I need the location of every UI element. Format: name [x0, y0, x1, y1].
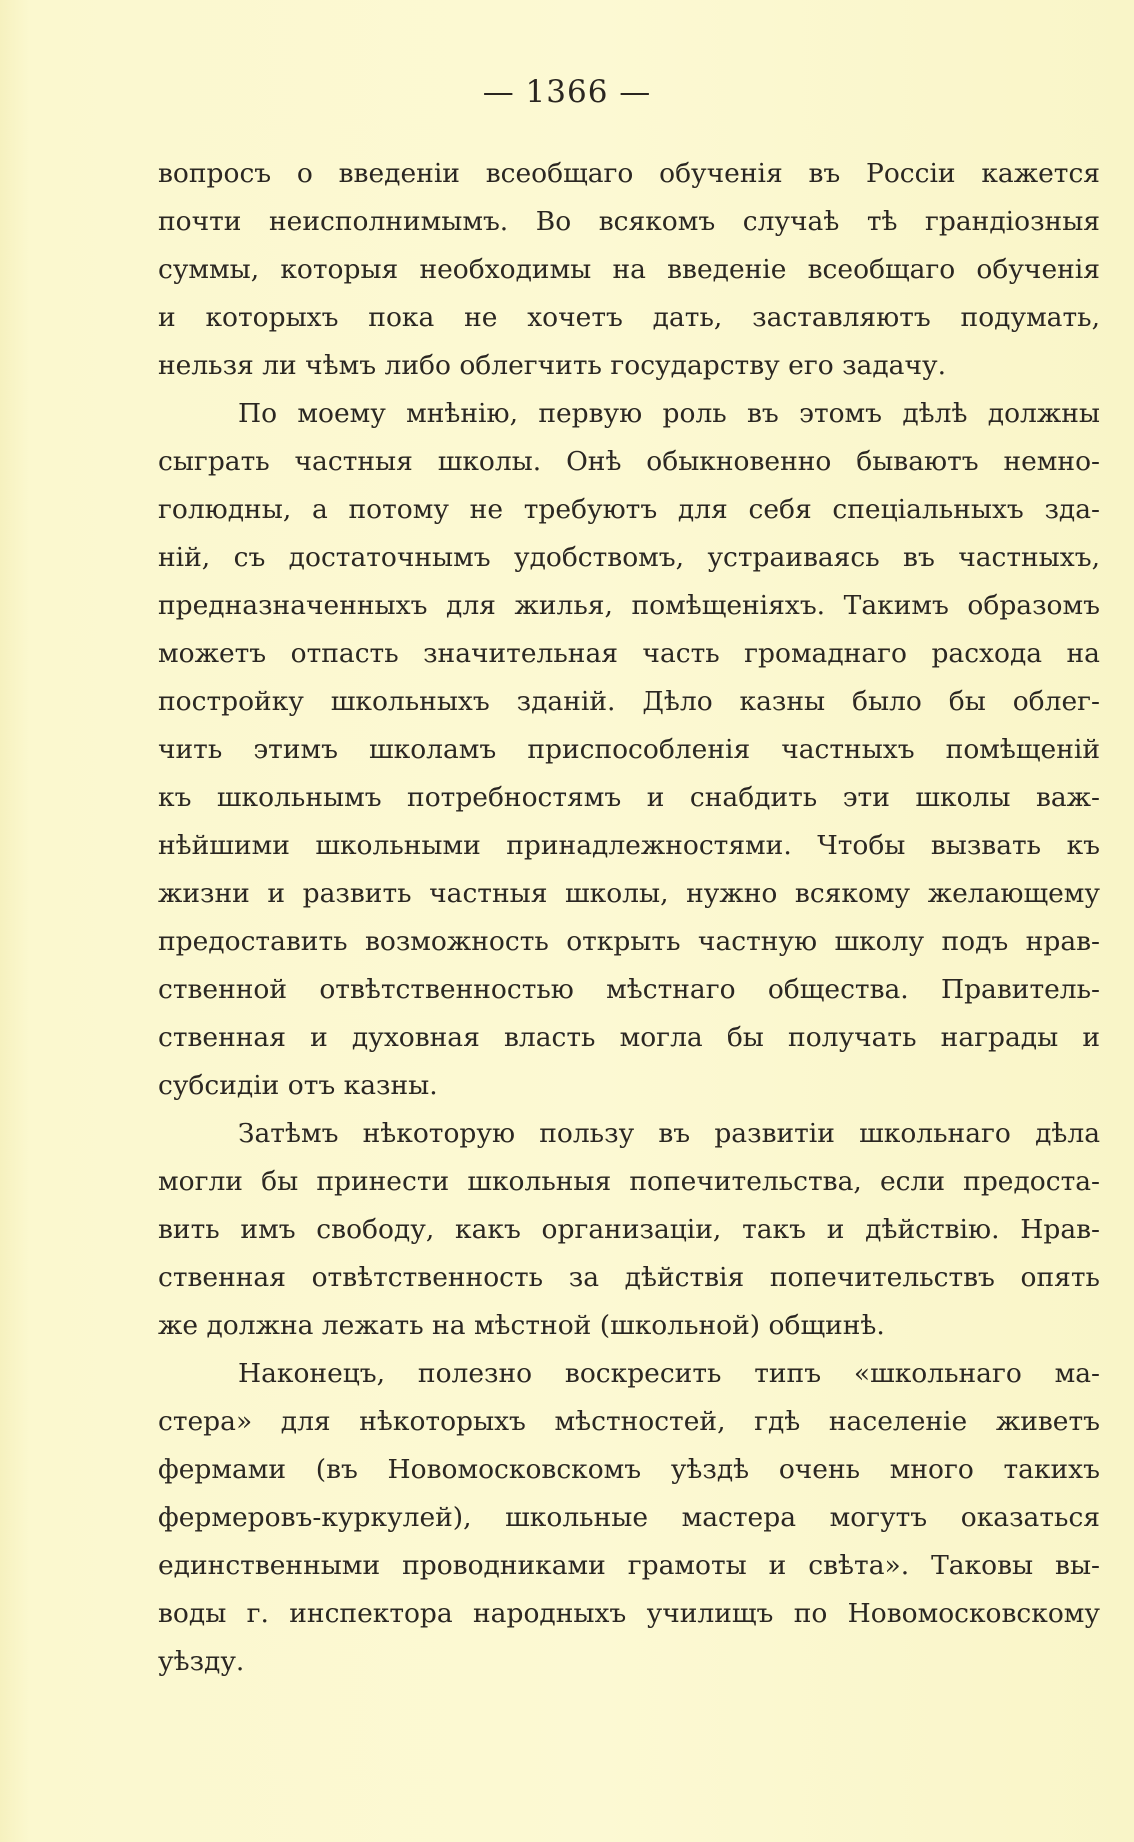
text-line: воды г. инспектора народныхъ училищъ по Новомосковскому [158, 1598, 1100, 1629]
text-line: ній, съ достаточнымъ удобствомъ, устраиваясь въ частныхъ, [158, 542, 1100, 573]
text-line: вить имъ свободу, какъ организаціи, такъ и дѣйствію. Нрав- [158, 1214, 1100, 1245]
text-line: голюдны, а потому не требуютъ для себя спеціальныхъ зда- [158, 494, 1100, 525]
paragraph-p3 [158, 1110, 1100, 1350]
text-line: единственными проводниками грамоты и свѣта». Таковы вы- [158, 1550, 1100, 1581]
text-line: уѣзду. [158, 1646, 245, 1677]
text-line: предназначенныхъ для жилья, помѣщеніяхъ. Такимъ образомъ [158, 590, 1100, 621]
text-line: же должна лежать на мѣстной (школьной) общинѣ. [158, 1310, 885, 1341]
text-line: фермеровъ-куркулей), школьные мастера могутъ оказаться [158, 1502, 1100, 1533]
text-line: жизни и развить частныя школы, нужно всякому желающему [158, 878, 1100, 909]
paragraph-p1 [158, 150, 1100, 390]
text-line: нельзя ли чѣмъ либо облегчить государству его задачу. [158, 350, 946, 381]
text-line: постройку школьныхъ зданій. Дѣло казны было бы облег- [158, 686, 1100, 717]
text-line: ственной отвѣтственностью мѣстнаго общества. Правитель- [158, 974, 1100, 1005]
text-line: ственная и духовная власть могла бы получать награды и [158, 1022, 1100, 1053]
text-line: предоставить возможность открыть частную школу подъ нрав- [158, 926, 1100, 957]
text-line: По моему мнѣнію, первую роль въ этомъ дѣлѣ должны [238, 398, 1100, 429]
text-line: Затѣмъ нѣкоторую пользу въ развитіи школьнаго дѣла [238, 1118, 1100, 1149]
text-line: нѣйшими школьными принадлежностями. Чтобы вызвать къ [158, 830, 1100, 861]
text-line: Наконецъ, полезно воскресить типъ «школьнаго ма- [238, 1358, 1100, 1389]
text-line: къ школьнымъ потребностямъ и снабдить эти школы важ- [158, 782, 1100, 813]
text-line: чить этимъ школамъ приспособленія частныхъ помѣщеній [158, 734, 1100, 765]
text-line: и которыхъ пока не хочетъ дать, заставляютъ подумать, [158, 302, 1100, 333]
paragraph-p2 [158, 390, 1100, 1110]
text-line: ственная отвѣтственность за дѣйствія попечительствъ опять [158, 1262, 1100, 1293]
text-line: почти неисполнимымъ. Во всякомъ случаѣ тѣ грандіозныя [158, 206, 1100, 237]
paragraph-p4 [158, 1350, 1100, 1686]
body-text [158, 150, 1100, 1686]
text-line: могли бы принести школьныя попечительства, если предоста- [158, 1166, 1100, 1197]
text-line: субсидіи отъ казны. [158, 1070, 438, 1101]
text-line: суммы, которыя необходимы на введеніе всеобщаго обученія [158, 254, 1100, 285]
text-line: можетъ отпасть значительная часть громаднаго расхода на [158, 638, 1100, 669]
text-line: фермами (въ Новомосковскомъ уѣздѣ очень много такихъ [158, 1454, 1100, 1485]
text-line: вопросъ о введеніи всеобщаго обученія въ Россіи кажется [158, 158, 1100, 189]
text-line: стера» для нѣкоторыхъ мѣстностей, гдѣ населеніе живетъ [158, 1406, 1100, 1437]
text-line: сыграть частныя школы. Онѣ обыкновенно бываютъ немно- [158, 446, 1100, 477]
page-number: — 1366 — [482, 74, 652, 110]
